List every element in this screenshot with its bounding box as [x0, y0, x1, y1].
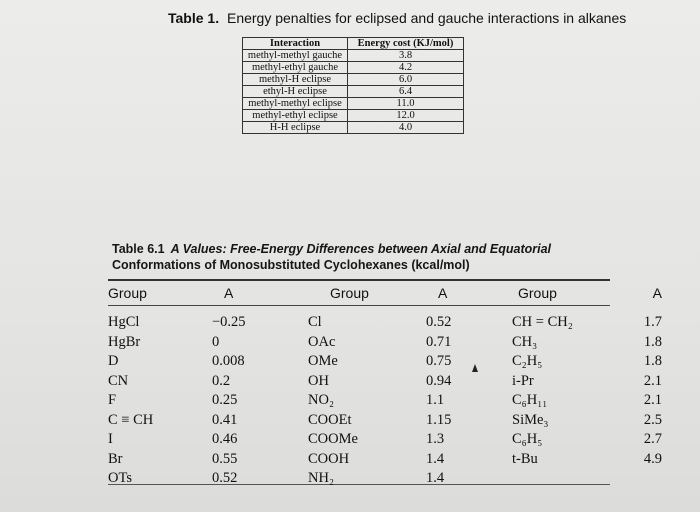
table2-cell-group-col1: CN [108, 372, 129, 389]
table2-row [108, 352, 662, 372]
table2-caption-line1: A Values: Free-Energy Differences between Axial and Equatorial [170, 242, 552, 256]
table2-cell-a-value-col3: 2.5 [643, 411, 662, 428]
table2-cell-group-col1: Br [108, 450, 123, 467]
table2-cell-a-value-col3 [626, 469, 662, 489]
table2-cell-group-col2: NO₂ [308, 392, 334, 408]
table1-cell-interaction: methyl-methyl gauche [243, 50, 348, 62]
table2-header-group-2: Group [330, 285, 369, 301]
table2-cell-a-value-col3: 4.9 [643, 450, 662, 467]
table1-cell-energy: 6.0 [348, 74, 464, 86]
table2-cell-group-col2: NH₂ [308, 470, 334, 486]
table2-top-rule [108, 279, 610, 281]
table1-row [243, 110, 464, 122]
table2-cell-group-col2: OH [308, 372, 329, 389]
table2-cell-group-col3: i-Pr [512, 372, 534, 389]
table2-cell-a-value-col3: 2.1 [643, 392, 662, 408]
table2-row [108, 411, 662, 431]
table2-cell-group-col3: C₆H₅ [512, 431, 543, 447]
table1 [242, 37, 464, 134]
table2-cell-a-value-col2: 0.52 [426, 314, 452, 330]
table2-header-group-3: Group [518, 285, 557, 301]
table2-cell-a-value-col1: 0.46 [212, 431, 238, 447]
table1-cell-energy: 4.2 [348, 62, 464, 74]
table1-header-energy: Energy cost (KJ/mol) [348, 38, 464, 50]
table1-cell-energy: 6.4 [348, 86, 464, 98]
table1-cell-interaction: methyl-H eclipse [243, 74, 348, 86]
table1-caption-text: Energy penalties for eclipsed and gauche interactions in alkanes [226, 10, 627, 26]
table2-header-a-1: A [224, 285, 234, 301]
table2-cell-a-value-col2: 1.3 [426, 431, 445, 447]
table2-header-a-3: A [652, 285, 662, 301]
table1-row [243, 122, 464, 134]
table2-cell-group-col1: HgBr [108, 333, 141, 350]
table2-cell-a-value-col2: 1.15 [426, 411, 452, 428]
table2-cell-group-col1: C ≡ CH [108, 411, 154, 428]
table1-cell-energy: 11.0 [348, 98, 464, 110]
table2-cell-group-col2: COOEt [308, 411, 352, 428]
table2-row [108, 430, 662, 450]
table2-row [108, 450, 662, 470]
table2-cell-a-value-col1: 0 [212, 333, 220, 350]
table2-header-row [108, 283, 662, 303]
table2-header-group-1: Group [108, 285, 147, 301]
mouse-cursor-icon [472, 364, 478, 372]
table2-cell-a-value-col2: 0.75 [426, 353, 452, 369]
table2-cell-group-col3: C₆H₁₁ [512, 392, 548, 408]
table2-cell-group-col2: OAc [308, 333, 336, 350]
table2-cell-a-value-col1: 0.55 [212, 450, 238, 467]
table2-cell-group-col3: SiMe₃ [512, 411, 549, 428]
table1-row [243, 62, 464, 74]
table1-cell-interaction: ethyl-H eclipse [243, 86, 348, 98]
table1-cell-interaction: methyl-methyl eclipse [243, 98, 348, 110]
table1-cell-interaction: methyl-ethyl eclipse [243, 110, 348, 122]
table2-cell-group-col1: I [108, 431, 113, 447]
table2-row [108, 372, 662, 392]
table2-row [108, 313, 662, 333]
table1-row [243, 50, 464, 62]
table2-cell-a-value-col1: 0.25 [212, 392, 238, 408]
table2-row [108, 391, 662, 411]
table2-cell-a-value-col3: 2.7 [643, 431, 662, 447]
table1-header-interaction: Interaction [243, 38, 348, 50]
table1-header-row [243, 38, 464, 50]
table1-body [243, 50, 464, 134]
table2-cell-a-value-col3: 1.8 [643, 333, 662, 350]
table2-cell-group-col1: HgCl [108, 314, 140, 330]
table1-cell-interaction: methyl-ethyl gauche [243, 62, 348, 74]
table1-row [243, 98, 464, 110]
table2-cell-group-col2: Cl [308, 314, 322, 330]
table2-row [108, 333, 662, 353]
table2 [108, 283, 662, 489]
table1-cell-interaction: H-H eclipse [243, 122, 348, 134]
table2-spacer-row [108, 303, 662, 313]
table2-cell-group-col2: COOH [308, 450, 350, 467]
table1-row [243, 86, 464, 98]
table2-cell-group-col1: D [108, 353, 119, 369]
table2-caption-line2: Conformations of Monosubstituted Cyclohexanes (kcal/mol) [112, 258, 470, 272]
table2-cell-a-value-col1: −0.25 [212, 314, 246, 330]
table1-cell-energy: 3.8 [348, 50, 464, 62]
table2-cell-group-col3: CH₃ [512, 333, 538, 350]
table2-caption [112, 241, 612, 273]
table2-label: Table 6.1 [112, 242, 165, 256]
table2-header-a-2: A [438, 285, 448, 301]
table2-row [108, 469, 662, 489]
table2-cell-a-value-col1: 0.008 [212, 353, 245, 369]
table2-cell-group-col3: CH = CH₂ [512, 314, 573, 330]
table2-cell-group-col1: OTs [108, 470, 132, 486]
table1-label: Table 1. [168, 10, 220, 26]
table2-cell-a-value-col2: 0.94 [426, 372, 452, 389]
table2-cell-a-value-col3: 1.7 [643, 314, 662, 330]
table2-cell-group-col1: F [108, 392, 117, 408]
table2-cell-a-value-col3: 2.1 [643, 372, 662, 389]
table2-body [108, 303, 662, 489]
table1-caption [168, 10, 626, 26]
table2-cell-a-value-col1: 0.52 [212, 470, 238, 486]
table2-cell-group-col2: OMe [308, 353, 338, 369]
table2-cell-a-value-col2: 1.1 [426, 392, 445, 408]
table1-cell-energy: 12.0 [348, 110, 464, 122]
table2-cell-a-value-col1: 0.41 [212, 411, 238, 428]
table2-cell-group-col2: COOMe [308, 431, 358, 447]
table1-row [243, 74, 464, 86]
table2-cell-group-col3: t-Bu [512, 450, 538, 467]
table2-cell-group-col3: C₂H₅ [512, 353, 543, 369]
table1-cell-energy: 4.0 [348, 122, 464, 134]
table2-cell-a-value-col1: 0.2 [212, 372, 231, 389]
table2-cell-a-value-col2: 0.71 [426, 333, 452, 350]
table2-cell-group-col3 [512, 469, 626, 489]
table2-cell-a-value-col2: 1.4 [426, 450, 445, 467]
table2-cell-a-value-col2: 1.4 [426, 470, 445, 486]
table2-cell-a-value-col3: 1.8 [643, 353, 662, 369]
